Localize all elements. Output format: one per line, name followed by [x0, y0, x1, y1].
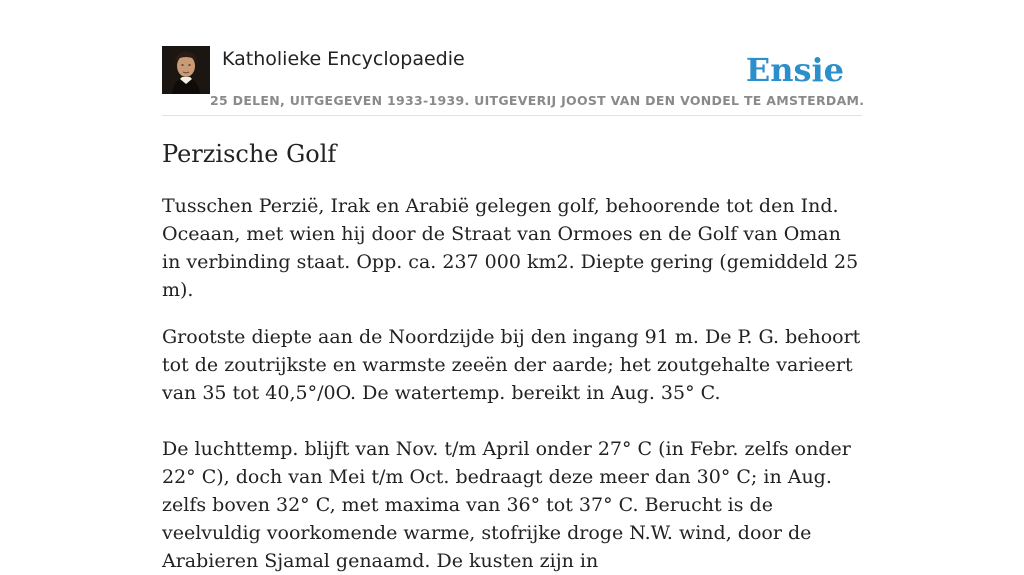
portrait-avatar[interactable]	[162, 46, 210, 94]
source-title[interactable]: Katholieke Encyclopaedie	[222, 48, 465, 70]
portrait-icon	[162, 46, 210, 94]
article-paragraph: Tusschen Perzië, Irak en Arabië gelegen golf, behoorende tot den Ind. Oceaan, met wien hij door de Straat van Ormoes en de Golf van Oman in verbinding staat. Opp. ca. 237 000 km2. Diepte gering (gemiddeld 25 m).	[162, 195, 859, 301]
article-title: Perzische Golf	[162, 140, 337, 168]
article	[162, 138, 862, 575]
ensie-logo[interactable]: Ensie	[745, 51, 844, 89]
source-meta: 25 DELEN, UITGEGEVEN 1933-1939. UITGEVERIJ JOOST VAN DEN VONDEL TE AMSTERDAM.	[210, 93, 865, 108]
article-paragraph: Grootste diepte aan de Noordzijde bij den ingang 91 m. De P. G. behoort tot de zoutrijkste en warmste zeeën der aarde; het zoutgehalte varieert van 35 tot 40,5°/0O. De watertemp. bereikt in Aug. 35° C.	[162, 326, 861, 404]
source-header	[162, 46, 865, 116]
article-paragraph: De luchttemp. blijft van Nov. t/m April onder 27° C (in Febr. zelfs onder 22° C), doch van Mei t/m Oct. bedraagt deze meer dan 30° C; in Aug. zelfs boven 32° C, met maxima van 36° tot 37° C. Berucht is de veelvuldig voorkomende warme, stofrijke droge N.W. wind, door de Arabieren Sjamal genaamd. De kusten zijn in	[162, 438, 851, 572]
